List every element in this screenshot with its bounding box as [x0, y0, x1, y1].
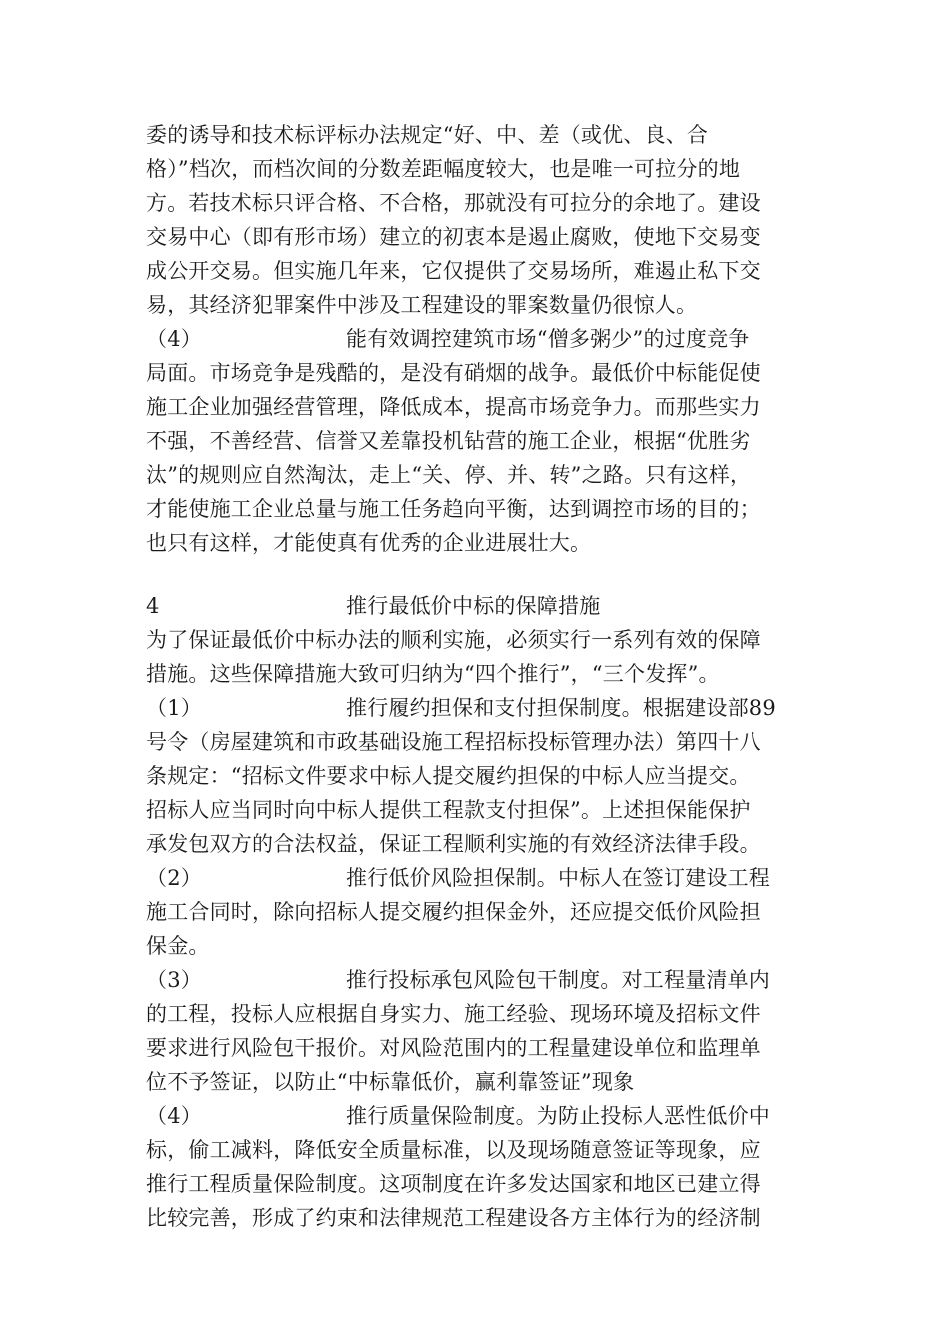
text-line: 条规定：“招标文件要求中标人提交履约担保的中标人应当提交。: [146, 764, 751, 788]
numbered-line: [146, 322, 749, 356]
section-title: 推行最低价中标的保障措施: [346, 594, 601, 618]
text-line: 才能使施工企业总量与施工任务趋向平衡，达到调控市场的目的；: [146, 497, 761, 521]
text-line: 推行工程质量保险制度。这项制度在许多发达国家和地区已建立得: [146, 1172, 761, 1196]
text-line: 位不予签证，以防止“中标靠低价，赢利靠签证”现象: [146, 1070, 635, 1094]
text-line: 要求进行风险包干报价。对风险范围内的工程量建设单位和监理单: [146, 1036, 761, 1060]
text-line: 局面。市场竞争是残酷的，是没有硝烟的战争。最低价中标能促使: [146, 361, 761, 385]
item-text: 推行低价风险担保制。中标人在签订建设工程: [346, 866, 770, 890]
text-line: 易，其经济犯罪案件中涉及工程建设的罪案数量仍很惊人。: [146, 293, 698, 317]
item-text: 能有效调控建筑市场“僧多粥少”的过度竞争: [346, 327, 750, 351]
section-heading: [146, 589, 600, 623]
text-line: 的工程，投标人应根据自身实力、施工经验、现场环境及招标文件: [146, 1002, 761, 1026]
item-text: 推行履约担保和支付担保制度。根据建设部89: [346, 696, 776, 720]
item-number: （3）: [146, 968, 202, 992]
item-number: （2）: [146, 866, 202, 890]
text-line: 为了保证最低价中标办法的顺利实施，必须实行一系列有效的保障: [146, 628, 761, 652]
numbered-line: [146, 1099, 770, 1133]
item-number: （4）: [146, 1104, 202, 1128]
text-line: 方。若技术标只评合格、不合格，那就没有可拉分的余地了。建设: [146, 191, 761, 215]
text-line: 格）”档次，而档次间的分数差距幅度较大，也是唯一可拉分的地: [146, 157, 741, 181]
item-text: 推行投标承包风险包干制度。对工程量清单内: [346, 968, 770, 992]
item-text: 推行质量保险制度。为防止投标人恶性低价中: [346, 1104, 770, 1128]
item-number: （1）: [146, 696, 202, 720]
text-line: 交易中心（即有形市场）建立的初衷本是遏止腐败，使地下交易变: [146, 225, 761, 249]
text-line: 汰”的规则应自然淘汰，走上“关、停、并、转”之路。只有这样，: [146, 463, 752, 487]
numbered-line: [146, 861, 770, 895]
text-line: 承发包双方的合法权益，保证工程顺利实施的有效经济法律手段。: [146, 832, 761, 856]
text-line: 施工合同时，除向招标人提交履约担保金外，还应提交低价风险担: [146, 900, 761, 924]
text-line: 不强，不善经营、信誉又差靠投机钻营的施工企业，根据“优胜劣: [146, 429, 751, 453]
section-number: 4: [146, 594, 160, 618]
text-line: 招标人应当同时向中标人提供工程款支付担保”。上述担保能保护: [146, 798, 751, 822]
numbered-line: [146, 691, 776, 725]
text-line: 成公开交易。但实施几年来，它仅提供了交易场所，难遏止私下交: [146, 259, 761, 283]
item-number: （4）: [146, 327, 202, 351]
text-line: 保金。: [146, 934, 210, 958]
numbered-line: [146, 963, 770, 997]
text-line: 号令（房屋建筑和市政基础设施工程招标投标管理办法）第四十八: [146, 730, 761, 754]
text-line: 比较完善，形成了约束和法律规范工程建设各方主体行为的经济制: [146, 1206, 761, 1230]
text-line: 施工企业加强经营管理，降低成本，提高市场竞争力。而那些实力: [146, 395, 761, 419]
text-line: 委的诱导和技术标评标办法规定“好、中、差（或优、良、合: [146, 123, 709, 147]
text-line: 措施。这些保障措施大致可归纳为“四个推行”，“三个发挥”。: [146, 662, 720, 686]
text-line: 标，偷工减料，降低安全质量标准，以及现场随意签证等现象，应: [146, 1138, 761, 1162]
text-line: 也只有这样，才能使真有优秀的企业进展壮大。: [146, 531, 592, 555]
